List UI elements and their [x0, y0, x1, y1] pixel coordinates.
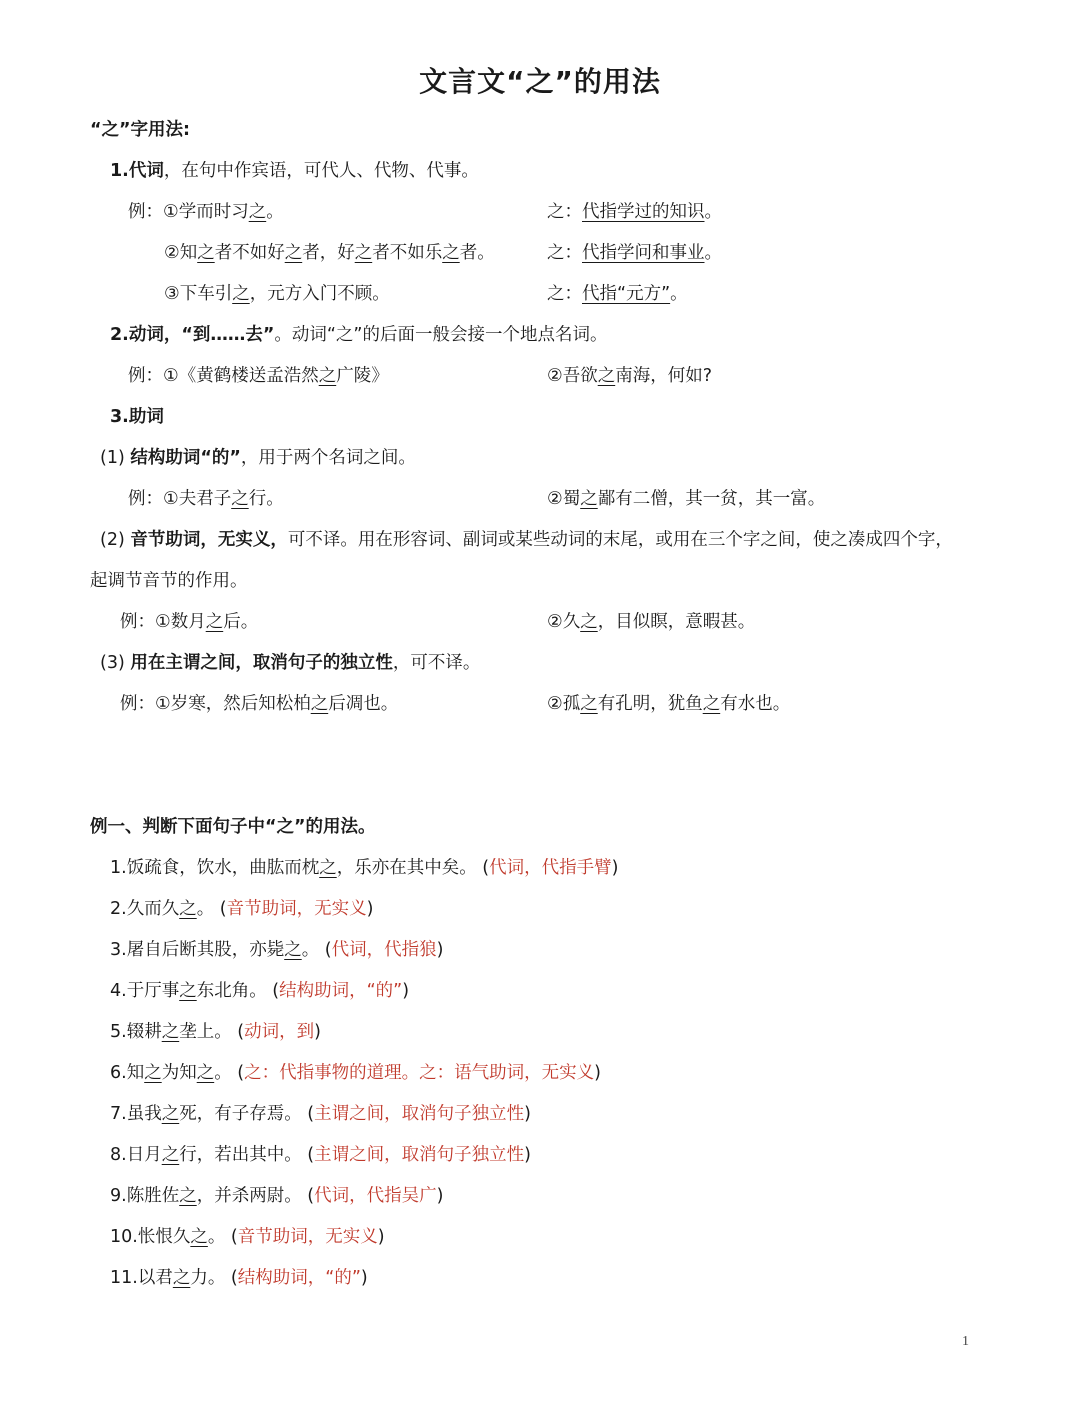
example-text: 行。 [248, 489, 284, 509]
item-text: 垄上。 [179, 1022, 232, 1042]
paren: ) [314, 1022, 321, 1042]
answer-text: 代词，代指吴广 [314, 1186, 437, 1206]
example-text: 南海，何如? [615, 366, 712, 386]
usage-1-example-2 [164, 241, 495, 265]
page-number: 1 [962, 1334, 969, 1349]
item-text: 虽我 [126, 1104, 162, 1124]
example-text: 者。 [459, 243, 495, 263]
zhi-mark: 之 [248, 202, 267, 222]
answer-text: 主谓之间，取消句子独立性 [314, 1145, 525, 1165]
usage-2-head: 2.动词，“到……去” [110, 325, 275, 345]
note-end: 。 [670, 284, 688, 304]
sub-desc: 可不译。用在形容词、副词或某些动词的末尾，或用在三个字之间，使之凑成四个字， [287, 530, 953, 550]
zhi-mark: 之 [179, 981, 197, 1001]
exercise-item [110, 1143, 531, 1167]
usage-3-1-example-2 [547, 487, 825, 511]
note-prefix: 之： [547, 243, 582, 263]
item-text: 陈胜佐 [126, 1186, 180, 1206]
exercise-item [110, 1020, 321, 1044]
zhi-mark: 之 [580, 489, 598, 509]
sub-number: (1) [100, 448, 125, 468]
answer-text: 结构助词，“的” [237, 1268, 361, 1288]
zhi-mark: 之 [144, 1063, 162, 1083]
example-text: ，目似瞑，意暇甚。 [597, 612, 756, 632]
paren: ) [377, 1227, 385, 1247]
zhi-mark: 之 [161, 1145, 180, 1165]
usage-3-2-example-2 [547, 610, 755, 634]
zhi-mark: 之 [319, 858, 337, 878]
zhi-mark: 之 [179, 1186, 197, 1206]
sub-head: 音节助词，无实义， [130, 530, 288, 550]
answer-text: 结构助词，“的” [279, 981, 403, 1001]
example-text: ②孤 [547, 694, 581, 714]
sub-head: 用在主谓之间，取消句子的独立性 [130, 653, 393, 673]
item-text: 以君 [137, 1268, 173, 1288]
example-text: 后。 [223, 612, 259, 632]
usage-3-2-line [100, 528, 953, 552]
paren: ) [524, 1104, 531, 1124]
zhi-mark: 之 [354, 243, 373, 263]
exercise-item [110, 1266, 368, 1290]
item-text: 行，若出其中。 [179, 1145, 302, 1165]
usage-1-example-1 [128, 200, 284, 224]
item-text: 久而久 [126, 899, 180, 919]
paren: ) [402, 981, 410, 1001]
section-heading: “之”字用法: [90, 120, 191, 140]
example-text: 鄙有二僧，其一贫，其一富。 [597, 489, 826, 509]
example-text: 者，好 [302, 243, 355, 263]
usage-2-line [110, 323, 607, 347]
sub-desc: ，用于两个名词之间。 [240, 448, 416, 468]
example-text: ②久 [547, 612, 581, 632]
zhi-mark: 之 [179, 899, 197, 919]
usage-3-1-line [100, 446, 416, 470]
usage-3-2-cont: 起调节音节的作用。 [90, 571, 248, 591]
item-text: 知 [126, 1063, 145, 1083]
example-text: ②蜀 [547, 489, 581, 509]
item-text: ，乐亦在其中矣。 [336, 858, 477, 878]
exercise-title: 例一、判断下面句子中“之”的用法。 [90, 817, 376, 837]
zhi-mark: 之 [231, 489, 249, 509]
paren: ) [594, 1063, 601, 1083]
item-text: ，并杀两尉。 [196, 1186, 302, 1206]
item-number: 4. [110, 981, 127, 1001]
paren: ( [230, 1227, 238, 1247]
sub-number: (2) [100, 530, 125, 550]
paren: ( [272, 981, 280, 1001]
exercise-item [110, 938, 443, 962]
paren: ) [611, 858, 619, 878]
zhi-mark: 之 [205, 612, 224, 632]
zhi-mark: 之 [161, 1022, 180, 1042]
item-text: 东北角。 [196, 981, 267, 1001]
paren: ( [324, 940, 332, 960]
item-text: 辍耕 [126, 1022, 162, 1042]
zhi-mark: 之 [580, 694, 598, 714]
zhi-mark: 之 [172, 1268, 191, 1288]
paren: ( [237, 1022, 245, 1042]
item-text: 怅恨久 [137, 1227, 191, 1247]
item-text: 。 [196, 899, 215, 919]
usage-3-1-example-1 [128, 487, 284, 511]
usage-1-head: 1.代词 [110, 161, 164, 181]
item-text: 。 [214, 1063, 232, 1083]
item-number: 9. [110, 1186, 127, 1206]
zhi-mark: 之 [442, 243, 460, 263]
example-text: 广陵》 [336, 366, 389, 386]
item-text: 于厅事 [126, 981, 180, 1001]
example-text: 有孔明，犹鱼 [597, 694, 703, 714]
zhi-mark: 之 [284, 243, 303, 263]
usage-1-note-2 [547, 241, 722, 265]
usage-2-example-1 [128, 364, 389, 388]
zhi-mark: 之 [580, 612, 598, 632]
paren: ( [307, 1186, 315, 1206]
item-number: 2. [110, 899, 127, 919]
usage-3-3-line [100, 651, 480, 675]
zhi-mark: 之 [702, 694, 721, 714]
zhi-mark: 之 [318, 366, 337, 386]
usage-1-desc: ，在句中作宾语，可代人、代物、代事。 [163, 161, 479, 181]
usage-1-note-1 [547, 200, 722, 224]
usage-1-example-3 [164, 282, 390, 306]
item-text: 屠自后断其股，亦毙 [126, 940, 285, 960]
zhi-mark: 之 [232, 284, 250, 304]
answer-text: 音节助词，无实义 [237, 1227, 378, 1247]
example-text: 例：①岁寒，然后知松柏 [120, 694, 311, 714]
note-text: 代指“元方” [582, 284, 671, 304]
exercise-item [110, 897, 373, 921]
answer-text: 之：代指事物的道理。之：语气助词，无实义 [244, 1063, 595, 1083]
paren: ) [366, 899, 374, 919]
zhi-mark: 之 [196, 1063, 215, 1083]
example-text: ，元方入门不顾。 [249, 284, 390, 304]
zhi-mark: 之 [161, 1104, 180, 1124]
example-text: 例：①夫君子 [128, 489, 232, 509]
item-number: 11. [110, 1268, 138, 1288]
paren: ) [360, 1268, 368, 1288]
usage-1-note-3 [547, 282, 688, 306]
example-text: 有水也。 [720, 694, 791, 714]
item-number: 6. [110, 1063, 127, 1083]
item-text: 饭疏食，饮水，曲肱而枕 [126, 858, 320, 878]
item-text: 日月 [126, 1145, 162, 1165]
item-text: 力。 [190, 1268, 226, 1288]
paren: ) [524, 1145, 531, 1165]
paren: ( [307, 1145, 315, 1165]
note-text: 代指学问和事业 [582, 243, 705, 263]
item-number: 10. [110, 1227, 138, 1247]
answer-text: 代词，代指手臂 [489, 858, 612, 878]
item-number: 1. [110, 858, 127, 878]
item-number: 3. [110, 940, 127, 960]
zhi-mark: 之 [284, 940, 302, 960]
example-text: 后凋也。 [328, 694, 399, 714]
sub-head: 结构助词“的” [130, 448, 241, 468]
answer-text: 代词，代指狼 [331, 940, 437, 960]
paren: ( [482, 858, 490, 878]
usage-3-2-example-1 [120, 610, 258, 634]
item-text: 。 [207, 1227, 226, 1247]
example-text: ②知 [164, 243, 198, 263]
example-text: ①学而时习 [163, 202, 249, 222]
page-title: 文言文“之”的用法 [419, 65, 661, 98]
paren: ) [436, 1186, 444, 1206]
sub-desc: ，可不译。 [392, 653, 481, 673]
usage-2-desc: 。动词“之”的后面一般会接一个地点名词。 [274, 325, 608, 345]
paren: ( [230, 1268, 238, 1288]
item-text: 为知 [161, 1063, 197, 1083]
example-label: 例： [128, 202, 163, 222]
answer-text: 主谓之间，取消句子独立性 [314, 1104, 525, 1124]
item-number: 5. [110, 1022, 127, 1042]
example-text: 例：①《黄鹤楼送孟浩然 [128, 366, 319, 386]
example-text: ②吾欲 [547, 366, 598, 386]
example-text: 者不如乐 [372, 243, 443, 263]
usage-3-head: 3.助词 [110, 407, 164, 427]
exercise-item [110, 1061, 601, 1085]
paren: ) [436, 940, 444, 960]
example-text: 。 [266, 202, 284, 222]
note-end: 。 [704, 243, 722, 263]
paren: ( [237, 1063, 245, 1083]
note-text: 代指学过的知识 [582, 202, 705, 222]
note-prefix: 之： [547, 202, 582, 222]
exercise-item [110, 856, 618, 880]
item-number: 8. [110, 1145, 127, 1165]
answer-text: 音节助词，无实义 [226, 899, 367, 919]
example-text: 者不如好 [214, 243, 285, 263]
zhi-mark: 之 [190, 1227, 208, 1247]
item-number: 7. [110, 1104, 127, 1124]
item-text: 。 [301, 940, 320, 960]
item-text: 死，有子存焉。 [179, 1104, 302, 1124]
exercise-item [110, 1102, 531, 1126]
example-text: 例：①数月 [120, 612, 206, 632]
note-end: 。 [704, 202, 722, 222]
answer-text: 动词，到 [244, 1022, 315, 1042]
exercise-item [110, 1225, 385, 1249]
usage-1-line [110, 159, 479, 183]
usage-3-3-example-1 [120, 692, 398, 716]
example-text: ③下车引 [164, 284, 233, 304]
usage-3-3-example-2 [547, 692, 790, 716]
zhi-mark: 之 [197, 243, 215, 263]
paren: ( [219, 899, 227, 919]
note-prefix: 之： [547, 284, 582, 304]
exercise-item [110, 1184, 443, 1208]
sub-number: (3) [100, 653, 125, 673]
zhi-mark: 之 [310, 694, 329, 714]
zhi-mark: 之 [597, 366, 616, 386]
exercise-item [110, 979, 409, 1003]
paren: ( [307, 1104, 315, 1124]
usage-2-example-2 [547, 364, 712, 388]
